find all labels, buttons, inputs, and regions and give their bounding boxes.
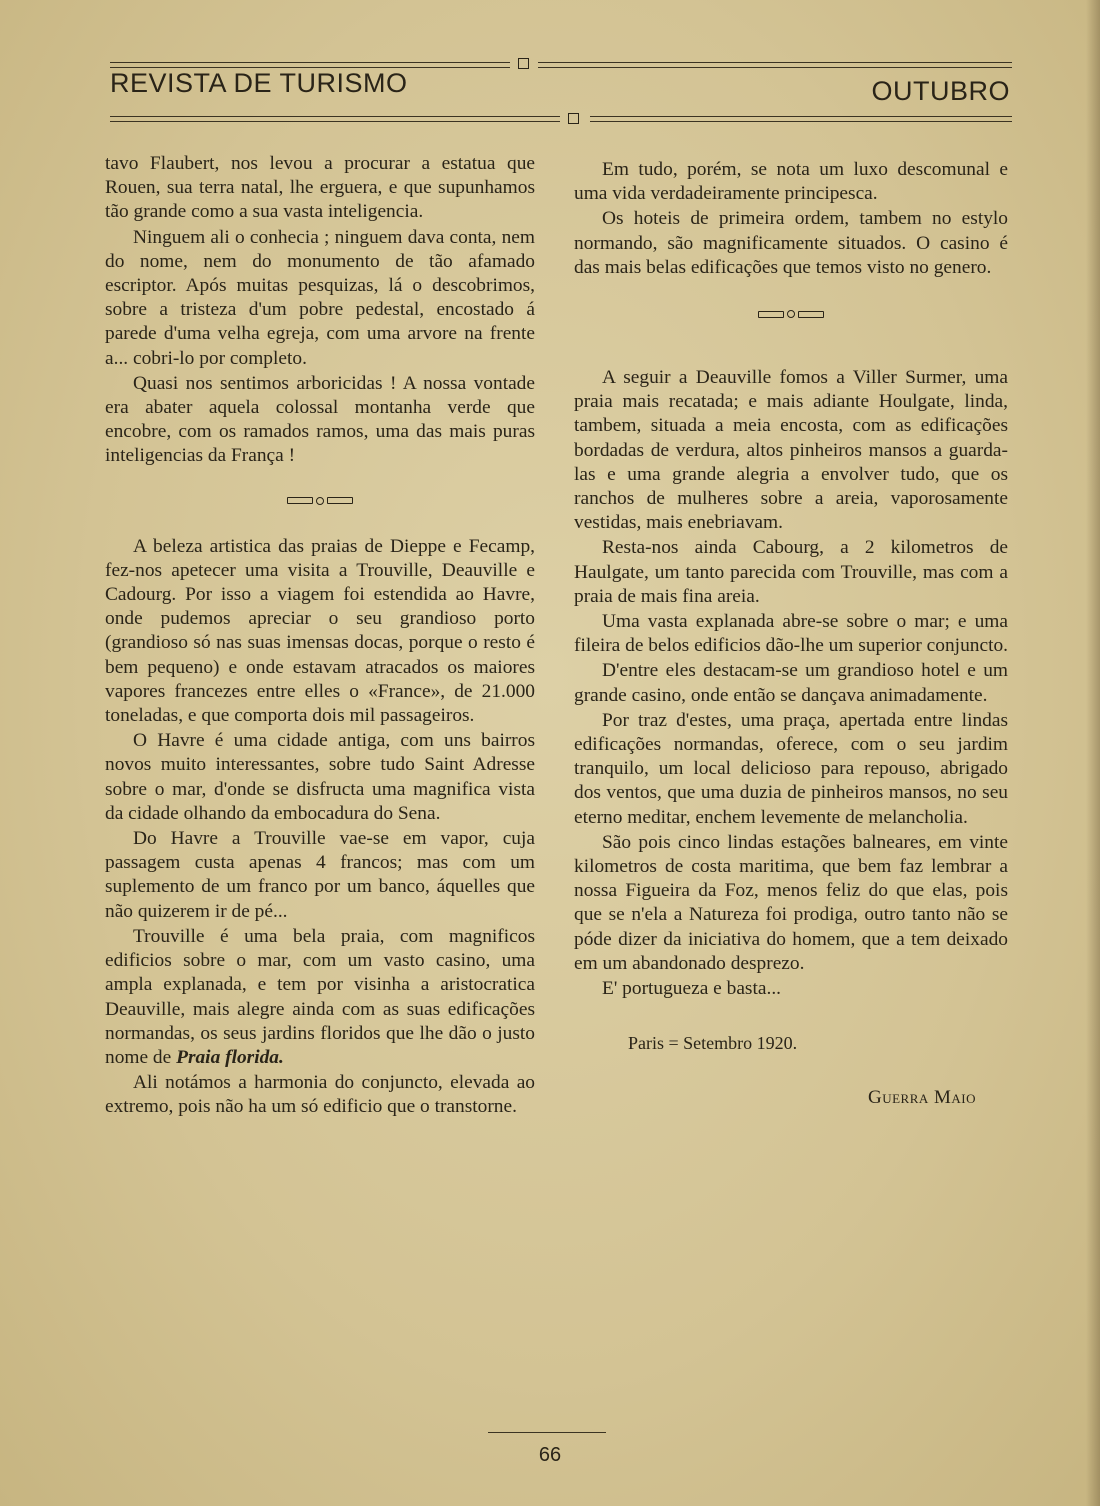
author-signature: Guerra Maio [867,1086,976,1108]
paragraph: Uma vasta explanada abre-se sobre o mar; e uma fileira de belos edificios dão-lhe um superior conjuncto. [574,611,1008,657]
paragraph: Em tudo, porém, se nota um luxo descomunal e uma vida verdadeiramente principesca. [574,159,1008,205]
paragraph: São pois cinco lindas estações balneares, em vinte kilometros de costa maritima, que bem faz lembrar a nossa Figueira da Foz, menos feliz do que elas, pois que se n'ela a Natureza foi prodiga, outro tanto não se póde dizer da iniciativa do homem, que a tem deixado em um abandonado desprezo. [574,831,1008,974]
paragraph: Ninguem ali o conhecia ; ninguem dava conta, nem do nome, nem do monumento de tão afamado escriptor. Após muitas pesquizas, lá o descobrimos, sobre a tristeza d'um pobre pedestal, encostado á parede d'uma velha egreja, com uma arvore na frente a... cobri-lo por completo. [105,226,535,369]
page-edge-shadow [1086,0,1100,1506]
paragraph: Resta-nos ainda Cabourg, a 2 kilometros de Haulgate, um tanto parecida com Trouville, mas com a praia de mais fina areia. [574,537,1008,607]
divider-bar-icon [327,497,353,504]
divider-circle-icon [787,310,795,318]
dateline: Paris = Setembro 1920. [628,1033,798,1054]
paragraph: A beleza artistica das praias de Dieppe e Fecamp, fez-nos apetecer uma visita a Trouville, Deauville e Cadourg. Por isso a viagem foi estendida ao Havre, onde pudemos apreciar o seu grandioso porto (grandioso só nas suas imensas docas, porque o resto é bem pequeno) e onde estavam atracados os maiores vapores francezes entre elles o «France», de 21.000 toneladas, e que comporta dois mil passageiros. [105,535,535,727]
paragraph: Quasi nos sentimos arboricidas ! A nossa vontade era abater aquela colossal montanha verde que encobre, com os ramados ramos, uma das mais puras inteligencias da França ! [105,372,535,467]
divider-bar-icon [758,311,784,318]
paragraph-with-italic [105,925,535,1070]
footer-rule [488,1432,606,1433]
page-number: 66 [538,1444,562,1466]
italic-place-name: Praia florida. [176,1046,284,1068]
section-divider-ornament [105,489,535,513]
header-ornament-square-top [518,58,529,69]
header-rule-bottom-left [110,116,560,122]
divider-circle-icon [316,497,324,505]
magazine-title: REVISTA DE TURISMO [110,68,408,98]
paragraph: Os hoteis de primeira ordem, tambem no estylo normando, são magnificamente situados. O casino é das mais belas edificações que temos visto no genero. [574,208,1008,278]
divider-bar-icon [287,497,313,504]
paragraph: O Havre é uma cidade antiga, com uns bairros novos muito interessantes, sobre tudo Saint Adresse sobre o mar, d'onde se disfructa uma magnifica vista da cidade olhando da embocadura do Sena. [105,730,535,824]
header-ornament-square-bottom [568,113,579,124]
paragraph: Por traz d'estes, uma praça, apertada entre lindas edificações normandas, oferece, com o seu jardim tranquilo, um local delicioso para repouso, abrigado dos ventos, que uma duzia de pinheiros mansos, no seu eterno meditar, enchem levemente de melancholia. [574,709,1008,828]
paragraph: Ali notámos a harmonia do conjuncto, elevada ao extremo, pois não ha um só edificio que o transtorne. [105,1072,535,1118]
divider-bar-icon [798,311,824,318]
paragraph: tavo Flaubert, nos levou a procurar a estatua que Rouen, sua terra natal, lhe erguera, e que supunhamos tão grande como a sua vasta inteligencia. [105,153,535,223]
header-rule-top-right [538,62,1012,68]
paragraph: E' portugueza e basta... [602,978,782,1000]
header-rule-bottom-right [590,116,1012,122]
issue-month: OUTUBRO [871,76,1010,106]
article-right-column [574,158,1008,1110]
section-divider-ornament [574,302,1008,326]
paragraph: A seguir a Deauville fomos a Viller Surmer, uma praia mais recatada; e mais adiante Houlgate, linda, tambem, situada a meia encosta, com as edificações bordadas de verdura, altos pinheiros mansos a guarda-las e uma grande alegria a envolver tudo, que os ranchos de mulheres sobre a areia, vaporosamente vestidas, mais enebriavam. [574,367,1008,534]
article-left-column [105,152,535,1121]
paragraph: Do Havre a Trouville vae-se em vapor, cuja passagem custa apenas 4 francos; mas com um suplemento de um franco por um banco, áquelles que não quizerem ir de pé... [105,828,535,922]
paragraph-text: Trouville é uma bela praia, com magnificos edificios sobre o mar, com um vasto casino, uma ampla explanada, e tem por visinha a aristocratica Deauville, mais alegre ainda com as suas edificações normandas, os seus jardins floridos que lhe dão o justo nome de [105,925,535,1068]
paragraph: D'entre eles destacam-se um grandioso hotel e um grande casino, onde então se dançava animadamente. [574,660,1008,706]
